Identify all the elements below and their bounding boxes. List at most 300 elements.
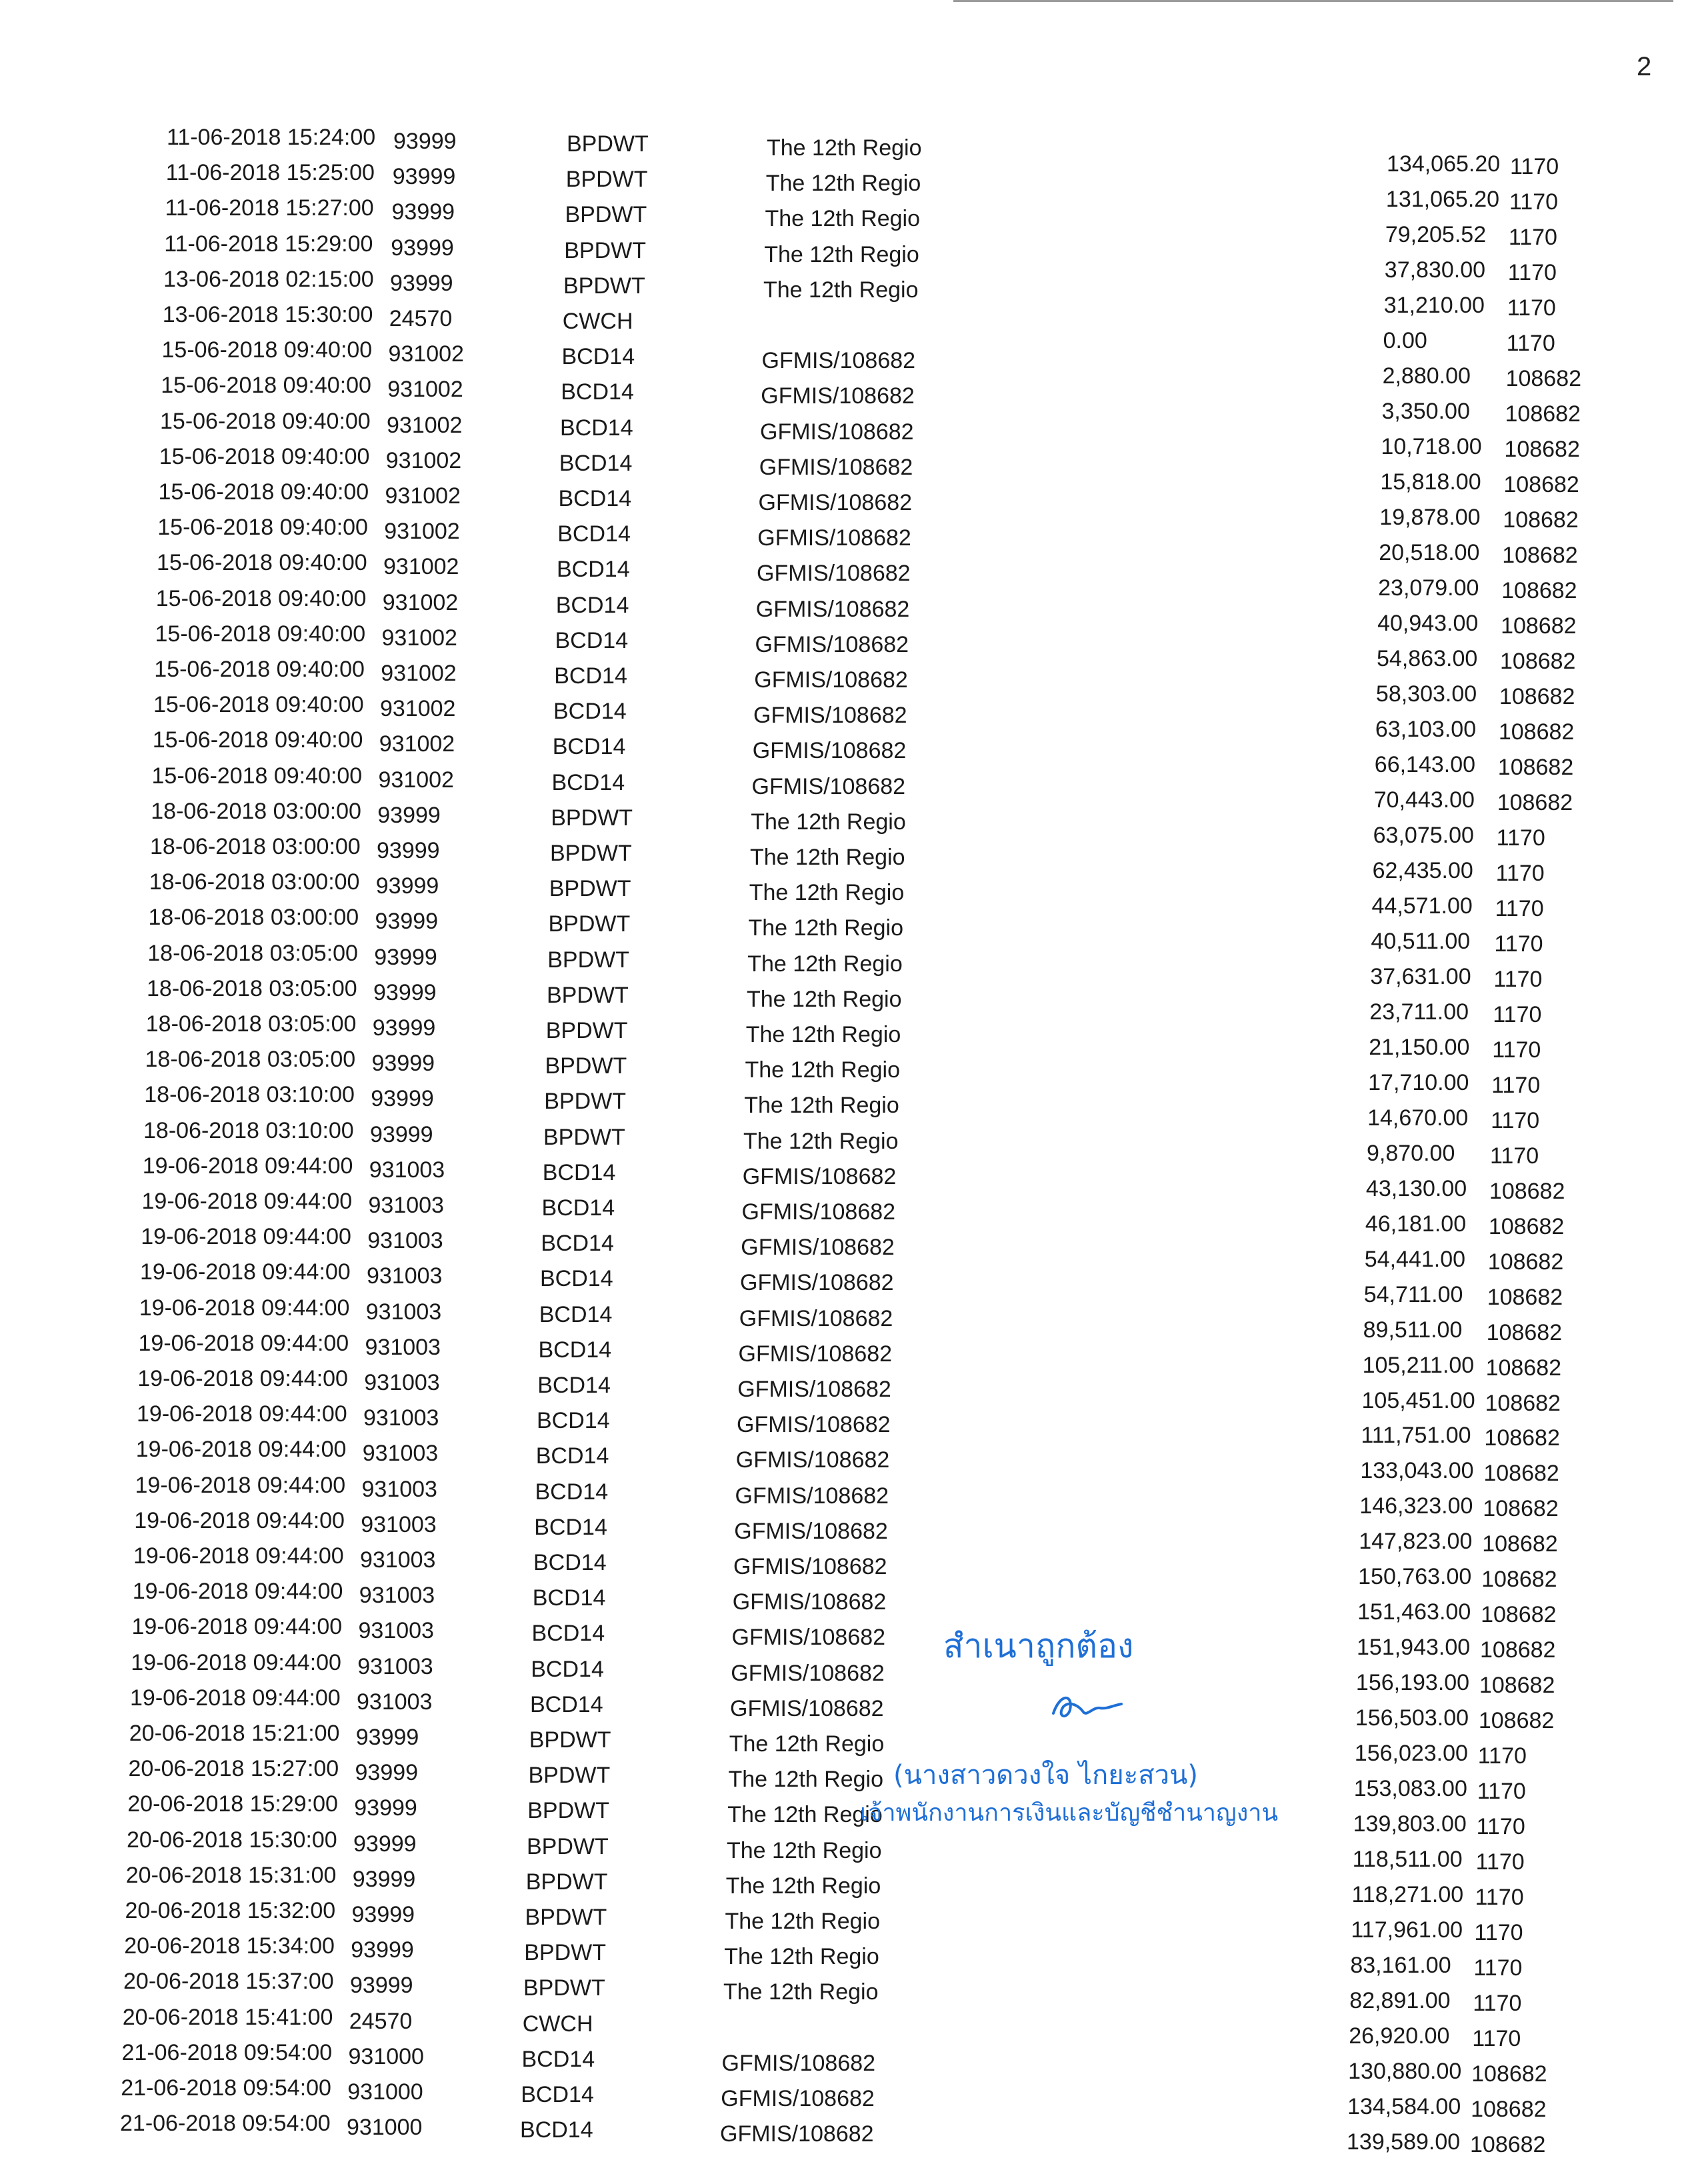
row-datetime: 15-06-2018 09:40:00 (155, 621, 366, 647)
row-account: 1170 (1475, 1849, 1525, 1875)
row-type: BCD14 (555, 627, 629, 653)
row-code: 93999 (372, 1015, 436, 1041)
row-account: 108682 (1471, 2061, 1547, 2087)
row-type: BCD14 (539, 1301, 613, 1327)
row-description: The 12th Regio (750, 845, 905, 870)
row-account: 108682 (1505, 401, 1581, 427)
row-code: 931003 (360, 1547, 436, 1573)
row-code: 931003 (361, 1476, 437, 1502)
row-balance: 130,880.00 (1348, 2059, 1462, 2085)
row-description: GFMIS/108682 (733, 1554, 887, 1579)
row-description: The 12th Regio (747, 951, 903, 977)
row-account: 1170 (1472, 2026, 1521, 2052)
row-type: BCD14 (537, 1373, 611, 1398)
row-account: 108682 (1500, 648, 1576, 674)
row-code: 931002 (382, 589, 459, 615)
row-type: BCD14 (553, 699, 627, 725)
row-datetime: 19-06-2018 09:44:00 (138, 1330, 349, 1356)
row-type: BPDWT (549, 876, 631, 902)
row-code: 93999 (350, 1973, 413, 1999)
row-description: GFMIS/108682 (738, 1341, 893, 1367)
row-datetime: 19-06-2018 09:44:00 (134, 1507, 345, 1533)
row-code: 93999 (371, 1086, 434, 1112)
row-account: 108682 (1501, 613, 1577, 639)
row-balance: 9,870.00 (1367, 1140, 1455, 1166)
row-account: 108682 (1481, 1602, 1557, 1628)
row-type: BPDWT (548, 911, 631, 937)
row-datetime: 11-06-2018 15:25:00 (165, 160, 375, 186)
row-account: 108682 (1479, 1673, 1555, 1699)
row-account: 1170 (1494, 931, 1543, 957)
row-description: The 12th Regio (743, 1128, 899, 1154)
row-description: GFMIS/108682 (720, 2121, 874, 2147)
row-description: The 12th Regio (745, 1057, 900, 1083)
row-type: BPDWT (565, 167, 648, 193)
row-type: BPDWT (544, 1089, 627, 1115)
row-account: 1170 (1477, 1779, 1526, 1805)
row-code: 931002 (380, 696, 456, 722)
row-type: BPDWT (547, 947, 630, 973)
row-account: 1170 (1495, 895, 1544, 921)
row-description: GFMIS/108682 (730, 1695, 884, 1721)
row-description: The 12th Regio (765, 206, 920, 232)
top-rule (953, 0, 1673, 2)
row-datetime: 15-06-2018 09:40:00 (153, 692, 364, 718)
row-type: BCD14 (535, 1443, 609, 1469)
row-type: BCD14 (560, 415, 633, 441)
row-description: GFMIS/108682 (755, 631, 909, 657)
row-type: BCD14 (561, 344, 635, 370)
row-datetime: 19-06-2018 09:44:00 (132, 1579, 343, 1605)
row-type: BPDWT (527, 1798, 610, 1824)
row-datetime: 13-06-2018 02:15:00 (163, 266, 374, 292)
row-account: 1170 (1477, 1743, 1527, 1769)
row-datetime: 13-06-2018 15:30:00 (162, 302, 373, 327)
row-account: 108682 (1503, 471, 1579, 497)
row-description: The 12th Regio (748, 915, 903, 941)
row-code: 931003 (367, 1263, 443, 1289)
row-code: 931002 (381, 625, 457, 651)
row-code: 93999 (353, 1831, 417, 1857)
row-type: BPDWT (527, 1833, 609, 1859)
row-type: BCD14 (557, 557, 630, 583)
row-balance: 0.00 (1383, 327, 1427, 353)
row-balance: 40,511.00 (1371, 928, 1471, 954)
row-description: The 12th Regio (728, 1767, 883, 1793)
signature-mark (1047, 1687, 1127, 1727)
row-account: 108682 (1487, 1284, 1563, 1310)
row-code: 931002 (383, 554, 459, 580)
row-balance: 46,181.00 (1365, 1211, 1467, 1237)
row-datetime: 19-06-2018 09:44:00 (135, 1437, 347, 1463)
row-datetime: 18-06-2018 03:00:00 (149, 869, 360, 895)
row-code: 931003 (365, 1299, 442, 1325)
row-balance: 44,571.00 (1371, 893, 1473, 919)
row-code: 93999 (354, 1795, 417, 1821)
row-datetime: 19-06-2018 09:44:00 (141, 1189, 353, 1214)
row-balance: 15,818.00 (1380, 469, 1481, 495)
row-balance: 151,463.00 (1357, 1599, 1471, 1625)
row-code: 931002 (379, 731, 455, 757)
row-account: 1170 (1491, 1072, 1541, 1098)
row-description: GFMIS/108682 (731, 1660, 885, 1686)
row-datetime: 18-06-2018 03:05:00 (147, 975, 357, 1001)
row-code: 93999 (370, 1121, 433, 1147)
row-balance: 156,023.00 (1354, 1741, 1468, 1767)
row-balance: 10,718.00 (1381, 433, 1482, 459)
row-description: The 12th Regio (764, 241, 919, 267)
row-type: BPDWT (545, 1053, 627, 1079)
row-type: BCD14 (557, 521, 631, 547)
row-datetime: 19-06-2018 09:44:00 (141, 1224, 351, 1250)
row-code: 931003 (363, 1405, 439, 1431)
row-code: 93999 (377, 802, 441, 828)
row-type: BCD14 (530, 1691, 603, 1717)
row-code: 931003 (364, 1370, 440, 1395)
row-type: BCD14 (535, 1479, 609, 1505)
row-account: 1170 (1493, 1001, 1542, 1027)
row-account: 1170 (1474, 1920, 1523, 1946)
row-account: 108682 (1481, 1567, 1557, 1593)
row-balance: 118,511.00 (1352, 1847, 1463, 1873)
row-balance: 147,823.00 (1359, 1529, 1473, 1555)
row-code: 931003 (362, 1441, 439, 1467)
row-code: 931002 (385, 483, 461, 509)
row-account: 108682 (1485, 1390, 1561, 1416)
row-description: GFMIS/108682 (752, 738, 907, 764)
row-account: 1170 (1491, 1107, 1540, 1133)
row-description: GFMIS/108682 (758, 490, 913, 515)
row-datetime: 11-06-2018 15:27:00 (165, 195, 374, 221)
row-type: BPDWT (567, 131, 649, 157)
row-description: GFMIS/108682 (759, 454, 913, 480)
row-description: The 12th Regio (725, 1909, 880, 1934)
row-datetime: 15-06-2018 09:40:00 (161, 337, 373, 363)
row-description: GFMIS/108682 (721, 2086, 875, 2111)
row-code: 931002 (384, 519, 460, 545)
row-account: 1170 (1473, 1991, 1522, 2017)
row-account: 1170 (1490, 1143, 1539, 1169)
row-balance: 31,210.00 (1383, 292, 1485, 318)
row-account: 108682 (1505, 365, 1582, 391)
row-account: 1170 (1495, 860, 1545, 886)
row-account: 1170 (1510, 154, 1559, 179)
row-description: GFMIS/108682 (737, 1377, 891, 1402)
row-balance: 21,150.00 (1369, 1034, 1470, 1060)
row-account: 108682 (1471, 2097, 1547, 2123)
row-description: The 12th Regio (744, 1093, 899, 1119)
row-description: The 12th Regio (751, 809, 906, 835)
row-code: 93999 (351, 1937, 414, 1963)
row-datetime: 20-06-2018 15:34:00 (124, 1933, 335, 1959)
row-type: BCD14 (521, 2046, 595, 2072)
row-account: 1170 (1506, 330, 1555, 356)
row-balance: 43,130.00 (1365, 1175, 1467, 1201)
row-code: 93999 (374, 944, 437, 970)
row-datetime: 21-06-2018 09:54:00 (121, 2039, 333, 2065)
row-code: 931002 (388, 341, 464, 367)
row-datetime: 20-06-2018 15:30:00 (127, 1827, 337, 1853)
row-account: 108682 (1497, 754, 1574, 780)
row-datetime: 11-06-2018 15:29:00 (164, 231, 373, 257)
row-description: The 12th Regio (725, 1873, 881, 1899)
row-balance: 20,518.00 (1379, 539, 1480, 565)
stamp-signer-position: เจ้าพนักงานการเงินและบัญชีชำนาญงาน (860, 1799, 1279, 1827)
row-datetime: 20-06-2018 15:31:00 (125, 1862, 337, 1888)
row-balance: 40,943.00 (1377, 610, 1479, 636)
page-number: 2 (1637, 52, 1652, 81)
row-code: 93999 (393, 129, 457, 154)
row-description: The 12th Regio (724, 1944, 879, 1970)
row-description: GFMIS/108682 (757, 561, 911, 587)
row-balance: 105,211.00 (1362, 1352, 1475, 1378)
row-balance: 117,961.00 (1351, 1917, 1463, 1943)
row-type: BCD14 (531, 1656, 604, 1682)
row-datetime: 21-06-2018 09:54:00 (120, 2111, 331, 2137)
row-description: GFMIS/108682 (761, 348, 916, 374)
row-type: BCD14 (538, 1337, 612, 1363)
row-account: 108682 (1502, 542, 1578, 568)
row-datetime: 18-06-2018 03:00:00 (148, 905, 359, 931)
row-description: GFMIS/108682 (754, 667, 908, 693)
row-balance: 134,584.00 (1347, 2094, 1461, 2120)
row-code: 93999 (351, 1902, 415, 1927)
row-balance: 2,880.00 (1382, 363, 1471, 389)
row-balance: 23,711.00 (1369, 999, 1469, 1025)
row-type: BCD14 (540, 1266, 613, 1292)
row-code: 93999 (352, 1866, 416, 1892)
row-balance: 19,878.00 (1379, 504, 1481, 530)
row-code: 931000 (347, 2079, 423, 2105)
row-datetime: 15-06-2018 09:40:00 (155, 585, 367, 611)
row-code: 931003 (357, 1653, 433, 1679)
row-datetime: 19-06-2018 09:44:00 (142, 1153, 353, 1179)
row-code: 931000 (348, 2043, 424, 2069)
row-type: BPDWT (565, 202, 647, 228)
row-type: BCD14 (552, 734, 626, 760)
row-balance: 151,943.00 (1357, 1635, 1471, 1661)
row-datetime: 18-06-2018 03:00:00 (150, 834, 361, 859)
row-account: 1170 (1496, 825, 1545, 851)
row-datetime: 15-06-2018 09:40:00 (158, 479, 369, 505)
row-description: GFMIS/108682 (735, 1483, 889, 1509)
row-description: GFMIS/108682 (731, 1625, 886, 1651)
row-type: BCD14 (531, 1621, 605, 1647)
row-balance: 156,503.00 (1355, 1705, 1469, 1731)
row-code: 931002 (381, 661, 457, 686)
row-code: 93999 (375, 873, 439, 899)
row-balance: 134,065.20 (1387, 151, 1501, 177)
row-code: 931000 (347, 2115, 423, 2141)
row-code: 24570 (389, 306, 453, 331)
row-datetime: 15-06-2018 09:40:00 (160, 408, 371, 434)
row-description: The 12th Regio (727, 1837, 882, 1863)
row-description: GFMIS/108682 (761, 383, 915, 409)
row-balance: 89,511.00 (1363, 1317, 1463, 1343)
row-datetime: 19-06-2018 09:44:00 (131, 1649, 341, 1675)
row-balance: 58,303.00 (1375, 681, 1477, 707)
row-type: BPDWT (564, 237, 647, 263)
row-datetime: 18-06-2018 03:00:00 (151, 798, 361, 824)
row-datetime: 19-06-2018 09:44:00 (137, 1366, 348, 1391)
row-type: BCD14 (551, 769, 625, 795)
stamp-signer-name: (นางสาวดวงใจ ไกยะสวน) (893, 1760, 1199, 1791)
row-account: 1170 (1493, 966, 1543, 992)
row-description: GFMIS/108682 (735, 1447, 890, 1473)
row-balance: 63,075.00 (1373, 822, 1474, 848)
row-balance: 26,920.00 (1349, 2023, 1450, 2049)
row-balance: 3,350.00 (1381, 398, 1470, 424)
row-code: 931003 (359, 1583, 435, 1609)
row-description: The 12th Regio (767, 135, 922, 161)
row-balance: 79,205.52 (1385, 221, 1487, 247)
row-type: BPDWT (525, 1905, 607, 1930)
row-description: GFMIS/108682 (740, 1270, 894, 1296)
row-balance: 131,065.20 (1385, 186, 1500, 212)
row-account: 108682 (1498, 719, 1575, 745)
row-description: The 12th Regio (763, 277, 919, 303)
row-description: GFMIS/108682 (732, 1589, 887, 1615)
row-balance: 62,435.00 (1372, 857, 1473, 883)
row-code: 931003 (368, 1193, 444, 1218)
row-balance: 139,589.00 (1347, 2129, 1461, 2155)
row-description: The 12th Regio (745, 1022, 901, 1047)
row-type: BCD14 (520, 2117, 593, 2143)
row-account: 108682 (1484, 1425, 1560, 1451)
row-code: 931002 (378, 767, 454, 793)
row-type: BPDWT (525, 1869, 608, 1895)
row-balance: 70,443.00 (1373, 787, 1475, 813)
row-code: 93999 (375, 909, 439, 935)
row-datetime: 18-06-2018 03:10:00 (143, 1117, 354, 1143)
row-balance: 17,710.00 (1368, 1069, 1469, 1095)
row-datetime: 19-06-2018 09:44:00 (130, 1685, 341, 1711)
row-balance: 66,143.00 (1374, 751, 1476, 777)
row-balance: 23,079.00 (1378, 575, 1479, 601)
row-type: CWCH (562, 309, 633, 334)
row-code: 931003 (357, 1689, 433, 1715)
row-description: GFMIS/108682 (741, 1199, 896, 1225)
row-balance: 83,161.00 (1350, 1953, 1451, 1979)
row-code: 93999 (391, 235, 454, 261)
row-description: GFMIS/108682 (755, 596, 910, 622)
row-balance: 54,863.00 (1377, 645, 1478, 671)
row-balance: 63,103.00 (1375, 716, 1477, 742)
row-type: BPDWT (551, 805, 633, 831)
row-account: 108682 (1470, 2132, 1546, 2158)
row-balance: 37,830.00 (1384, 257, 1486, 283)
row-datetime: 18-06-2018 03:05:00 (145, 1011, 357, 1037)
row-balance: 146,323.00 (1359, 1493, 1473, 1519)
row-type: BCD14 (542, 1159, 616, 1185)
row-description: The 12th Regio (723, 1979, 879, 2005)
row-datetime: 20-06-2018 15:29:00 (127, 1791, 338, 1817)
row-account: 1170 (1492, 1037, 1541, 1063)
row-code: 93999 (371, 1051, 435, 1077)
row-datetime: 15-06-2018 09:40:00 (159, 443, 370, 469)
row-balance: 156,193.00 (1355, 1670, 1470, 1696)
row-type: BCD14 (554, 663, 627, 689)
row-datetime: 20-06-2018 15:41:00 (122, 2004, 333, 2030)
row-account: 108682 (1483, 1461, 1559, 1487)
row-type: BPDWT (547, 982, 629, 1008)
row-type: CWCH (522, 2011, 593, 2037)
row-balance: 150,763.00 (1358, 1564, 1472, 1590)
row-account: 108682 (1487, 1249, 1564, 1275)
row-type: BCD14 (532, 1585, 606, 1611)
row-datetime: 20-06-2018 15:32:00 (125, 1898, 336, 1923)
row-type: BCD14 (537, 1408, 610, 1434)
row-description: GFMIS/108682 (739, 1305, 893, 1331)
row-account: 108682 (1501, 577, 1577, 603)
row-account: 108682 (1489, 1178, 1565, 1204)
row-balance: 14,670.00 (1367, 1105, 1469, 1131)
row-balance: 133,043.00 (1360, 1458, 1474, 1484)
row-datetime: 20-06-2018 15:37:00 (123, 1969, 334, 1995)
row-description: GFMIS/108682 (753, 703, 907, 729)
row-account: 108682 (1504, 436, 1580, 462)
row-type: BPDWT (524, 1940, 607, 1966)
row-description: The 12th Regio (747, 986, 902, 1012)
row-type: BCD14 (561, 379, 634, 405)
row-account: 108682 (1482, 1531, 1558, 1557)
row-code: 93999 (392, 164, 456, 190)
certified-copy-stamp: สำเนาถูกต้อง (943, 1627, 1134, 1665)
row-datetime: 15-06-2018 09:40:00 (161, 373, 371, 399)
row-balance: 105,451.00 (1361, 1387, 1475, 1413)
row-code: 93999 (391, 199, 455, 225)
row-type: BPDWT (550, 841, 632, 866)
row-description: GFMIS/108682 (741, 1235, 895, 1261)
row-type: BCD14 (521, 2082, 594, 2107)
row-datetime: 19-06-2018 09:44:00 (131, 1614, 343, 1640)
row-datetime: 18-06-2018 03:10:00 (144, 1082, 355, 1108)
row-code: 931002 (385, 447, 462, 473)
row-datetime: 19-06-2018 09:44:00 (135, 1472, 346, 1498)
row-type: BPDWT (545, 1018, 628, 1043)
row-description: GFMIS/108682 (760, 419, 914, 445)
row-description: The 12th Regio (749, 880, 905, 906)
row-account: 1170 (1507, 259, 1557, 285)
row-account: 1170 (1509, 189, 1559, 215)
row-datetime: 19-06-2018 09:44:00 (133, 1543, 344, 1569)
row-balance: 54,441.00 (1364, 1246, 1466, 1272)
row-account: 108682 (1485, 1355, 1562, 1381)
row-datetime: 19-06-2018 09:44:00 (137, 1401, 347, 1427)
row-account: 108682 (1503, 507, 1579, 533)
row-balance: 54,711.00 (1363, 1281, 1463, 1307)
row-description: The 12th Regio (727, 1802, 883, 1828)
row-balance: 82,891.00 (1349, 1988, 1451, 2014)
row-account: 1170 (1473, 1955, 1523, 1981)
row-balance: 37,631.00 (1370, 963, 1471, 989)
row-type: BCD14 (541, 1195, 615, 1221)
row-type: BPDWT (563, 273, 645, 299)
row-description: GFMIS/108682 (737, 1412, 891, 1438)
row-datetime: 19-06-2018 09:44:00 (139, 1295, 350, 1321)
row-type: BPDWT (529, 1727, 611, 1753)
row-balance: 153,083.00 (1353, 1776, 1467, 1802)
row-account: 108682 (1499, 683, 1575, 709)
row-account: 1170 (1508, 224, 1557, 250)
row-account: 108682 (1478, 1708, 1555, 1734)
row-code: 931003 (365, 1334, 441, 1360)
row-code: 931003 (358, 1618, 434, 1644)
row-code: 93999 (355, 1725, 419, 1750)
row-account: 1170 (1507, 295, 1556, 321)
row-description: GFMIS/108682 (742, 1163, 897, 1189)
row-description: GFMIS/108682 (721, 2050, 876, 2076)
